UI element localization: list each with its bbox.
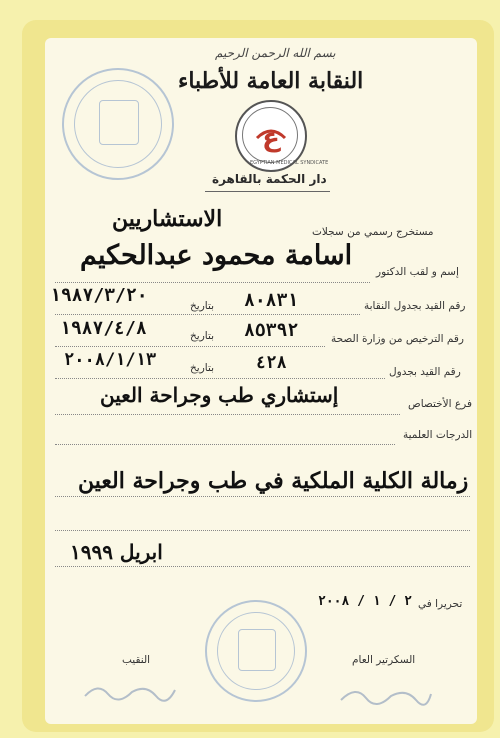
table-dotted-line <box>55 378 385 379</box>
specialty-dotted-line <box>55 414 400 415</box>
table-date-label: بتاريخ <box>190 362 215 374</box>
license-number: ٨٥٣٩٢ <box>244 320 299 341</box>
degrees-dotted-line-4 <box>55 566 470 567</box>
svg-text:ع: ع <box>262 123 280 153</box>
name-label: إسم و لقب الدكتور <box>376 266 459 278</box>
head-signature <box>80 678 180 708</box>
specialty-label: فرع الأختصاص <box>408 398 472 410</box>
degrees-label: الدرجات العلمية <box>403 429 473 441</box>
syndicate-date-label: بتاريخ <box>190 300 215 312</box>
license-number-label: رقم الترخيص من وزارة الصحة <box>331 333 464 345</box>
syndicate-stamp-top-left <box>62 68 174 180</box>
specialty-value: إستشاري طب وجراحة العين <box>100 383 339 407</box>
license-date-label: بتاريخ <box>190 330 215 342</box>
table-number-label: رقم القيد بجدول <box>389 366 461 378</box>
syndicate-number-label: رقم القيد بجدول النقابة <box>364 300 466 312</box>
degrees-dotted-line-2 <box>55 496 470 497</box>
name-dotted-line <box>55 282 370 283</box>
degrees-dotted-line-3 <box>55 530 470 531</box>
license-dotted-line <box>55 346 325 347</box>
secretary-label: السكرتير العام <box>352 654 416 666</box>
issued-label: تحريرا في <box>418 598 463 610</box>
org-name: النقابة العامة للأطباء <box>178 68 364 94</box>
syndicate-stamp-bottom <box>205 600 307 702</box>
intro-label: مستخرج رسمي من سجلات <box>312 226 434 238</box>
doctor-name: اسامة محمود عبدالحكيم <box>80 240 353 271</box>
office-name: دار الحكمة بالقاهرة <box>212 172 327 186</box>
register-name: الاستشاريين <box>112 206 223 232</box>
table-date: ٢٠٠٨/١/١٣ <box>64 350 157 370</box>
basmala: بسم الله الرحمن الرحيم <box>215 46 336 60</box>
degree-date: ابريل ١٩٩٩ <box>70 540 163 564</box>
office-underline <box>205 191 330 192</box>
seal-text: EGYPTIAN MEDICAL SYNDICATE <box>250 160 329 166</box>
issued-date: ٢ / ١ / ٢٠٠٨ <box>318 594 412 609</box>
head-label: النقيب <box>122 654 151 666</box>
syndicate-number: ٨٠٨٣١ <box>244 290 299 311</box>
degree-fellowship: زمالة الكلية الملكية في طب وجراحة العين <box>78 468 469 494</box>
license-date: ١٩٨٧/٤/٨ <box>60 318 147 339</box>
degrees-dotted-line-1 <box>55 444 395 445</box>
secretary-signature <box>336 680 436 710</box>
table-number: ٤٢٨ <box>256 353 287 373</box>
syndicate-dotted-line <box>55 314 360 315</box>
syndicate-date: ١٩٨٧/٣/٢٠ <box>50 285 148 306</box>
